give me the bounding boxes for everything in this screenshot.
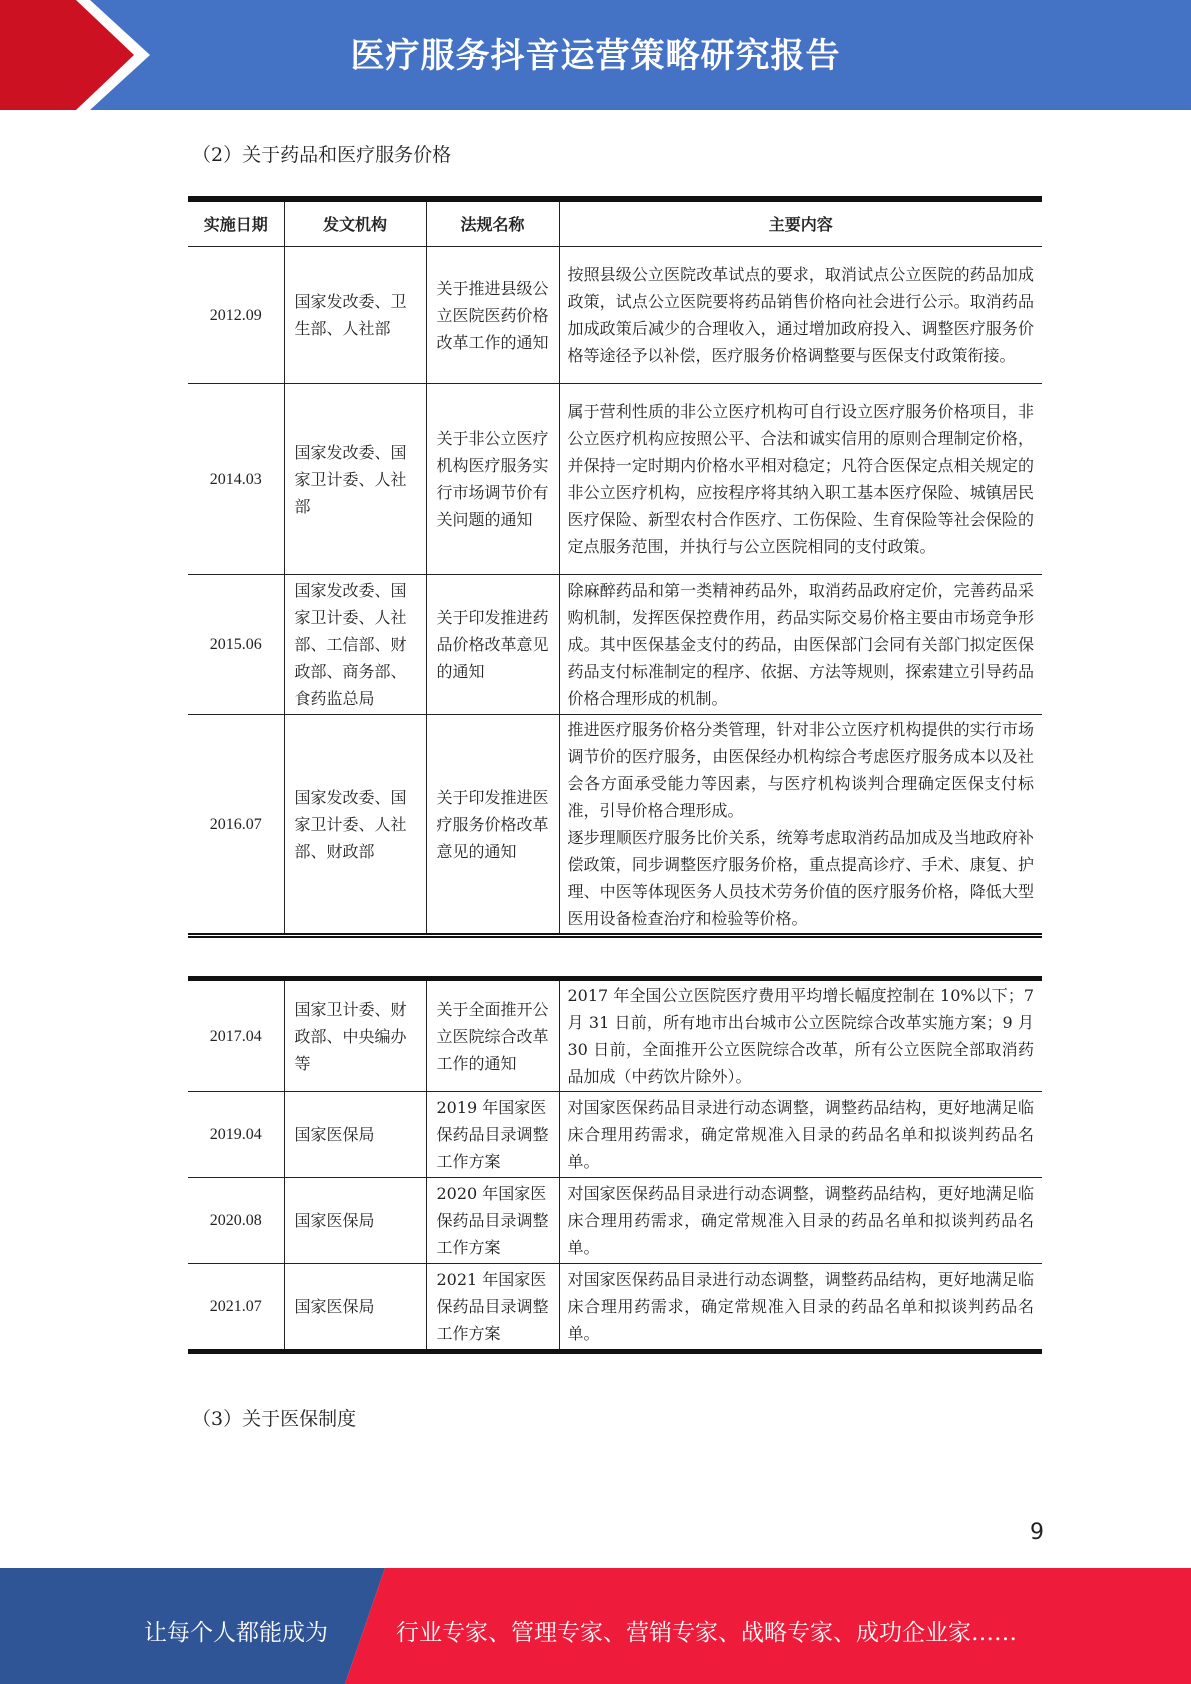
row-agency: 国家发改委、国家卫计委、人社部 [284, 384, 426, 575]
row-date: 2016.07 [188, 715, 284, 936]
row-title: 关于印发推进医疗服务价格改革意见的通知 [426, 715, 559, 936]
row-date: 2012.09 [188, 247, 284, 384]
row-agency: 国家发改委、卫生部、人社部 [284, 247, 426, 384]
table-row [188, 1178, 1042, 1264]
column-header-date: 实施日期 [188, 199, 284, 247]
column-header-title: 法规名称 [426, 199, 559, 247]
row-title: 关于推进县级公立医院医药价格改革工作的通知 [426, 247, 559, 384]
row-content [559, 715, 1042, 936]
header-title: 医疗服务抖音运营策略研究报告 [350, 36, 841, 76]
row-title: 关于全面推开公立医院综合改革工作的通知 [426, 979, 559, 1092]
row-content: 属于营利性质的非公立医疗机构可自行设立医疗服务价格项目，非公立医疗机构应按照公平、合法和诚实信用的原则合理制定价格，并保持一定时期内价格水平相对稳定；凡符合医保定点相关规定的非公立医疗机构，应按程序将其纳入职工基本医疗保险、城镇居民医疗保险、新型农村合作医疗、工伤保险、生育保险等社会保险的定点服务范围，并执行与公立医院相同的支付政策。 [559, 384, 1042, 575]
row-agency: 国家医保局 [284, 1178, 426, 1264]
table-row [188, 247, 1042, 384]
table-row [188, 384, 1042, 575]
row-title: 2020 年国家医保药品目录调整工作方案 [426, 1178, 559, 1264]
section-heading-drug-pricing: （2）关于药品和医疗服务价格 [192, 144, 452, 166]
row-date: 2014.03 [188, 384, 284, 575]
row-agency: 国家发改委、国家卫计委、人社部、财政部 [284, 715, 426, 936]
row-agency: 国家卫计委、财政部、中央编办等 [284, 979, 426, 1092]
row-content-paragraph: 逐步理顺医疗服务比价关系，统筹考虑取消药品加成及当地政府补偿政策，同步调整医疗服务价格，重点提高诊疗、手术、康复、护理、中医等体现医务人员技术劳务价值的医疗服务价格，降低大型医用设备检查治疗和检验等价格。 [567, 828, 1034, 928]
row-content: 对国家医保药品目录进行动态调整，调整药品结构，更好地满足临床合理用药需求，确定常规准入目录的药品名单和拟谈判药品名单。 [559, 1264, 1042, 1352]
column-header-agency: 发文机构 [284, 199, 426, 247]
row-title: 2019 年国家医保药品目录调整工作方案 [426, 1092, 559, 1178]
row-agency: 国家医保局 [284, 1092, 426, 1178]
row-content: 对国家医保药品目录进行动态调整，调整药品结构，更好地满足临床合理用药需求，确定常规准入目录的药品名单和拟谈判药品名单。 [559, 1178, 1042, 1264]
table-row [188, 715, 1042, 936]
row-date: 2020.08 [188, 1178, 284, 1264]
table-row [188, 979, 1042, 1092]
table-row [188, 1264, 1042, 1352]
section-heading-medical-insurance: （3）关于医保制度 [192, 1408, 357, 1430]
row-date: 2015.06 [188, 575, 284, 715]
footer-banner [0, 1568, 1191, 1684]
row-title: 2021 年国家医保药品目录调整工作方案 [426, 1264, 559, 1352]
table-row [188, 1092, 1042, 1178]
column-header-content: 主要内容 [559, 199, 1042, 247]
row-agency: 国家发改委、国家卫计委、人社部、工信部、财政部、商务部、食药监总局 [284, 575, 426, 715]
row-content: 按照县级公立医院改革试点的要求，取消试点公立医院的药品加成政策，试点公立医院要将药品销售价格向社会进行公示。取消药品加成政策后减少的合理收入，通过增加政府投入、调整医疗服务价格等途径予以补偿，医疗服务价格调整要与医保支付政策衔接。 [559, 247, 1042, 384]
row-content: 2017 年全国公立医院医疗费用平均增长幅度控制在 10%以下；7 月 31 日前，所有地市出台城市公立医院综合改革实施方案；9 月 30 日前，全面推开公立医院综合改革，所有公立医院全部取消药品加成（中药饮片除外）。 [559, 979, 1042, 1092]
row-content: 对国家医保药品目录进行动态调整，调整药品结构，更好地满足临床合理用药需求，确定常规准入目录的药品名单和拟谈判药品名单。 [559, 1092, 1042, 1178]
policy-table [188, 196, 1042, 938]
footer-slogan-right: 行业专家、管理专家、营销专家、战略专家、成功企业家…… [396, 1620, 1017, 1646]
table-row [188, 575, 1042, 715]
table-header-row [188, 199, 1042, 247]
row-date: 2017.04 [188, 979, 284, 1092]
row-content: 除麻醉药品和第一类精神药品外，取消药品政府定价，完善药品采购机制，发挥医保控费作用，药品实际交易价格主要由市场竞争形成。其中医保基金支付的药品，由医保部门会同有关部门拟定医保药品支付标准制定的程序、依据、方法等规则，探索建立引导药品价格合理形成的机制。 [559, 575, 1042, 715]
header-bar [0, 0, 1191, 110]
row-date: 2021.07 [188, 1264, 284, 1352]
row-agency: 国家医保局 [284, 1264, 426, 1352]
page-number: 9 [1030, 1520, 1044, 1545]
row-title: 关于印发推进药品价格改革意见的通知 [426, 575, 559, 715]
row-title: 关于非公立医疗机构医疗服务实行市场调节价有关问题的通知 [426, 384, 559, 575]
policy-table-continued [188, 976, 1042, 1354]
footer-slogan-left: 让每个人都能成为 [144, 1620, 328, 1646]
row-content-paragraph: 推进医疗服务价格分类管理，针对非公立医疗机构提供的实行市场调节价的医疗服务，由医保经办机构综合考虑医疗服务成本以及社会各方面承受能力等因素，与医疗机构谈判合理确定医保支付标准，引导价格合理形成。 [567, 720, 1034, 820]
row-date: 2019.04 [188, 1092, 284, 1178]
